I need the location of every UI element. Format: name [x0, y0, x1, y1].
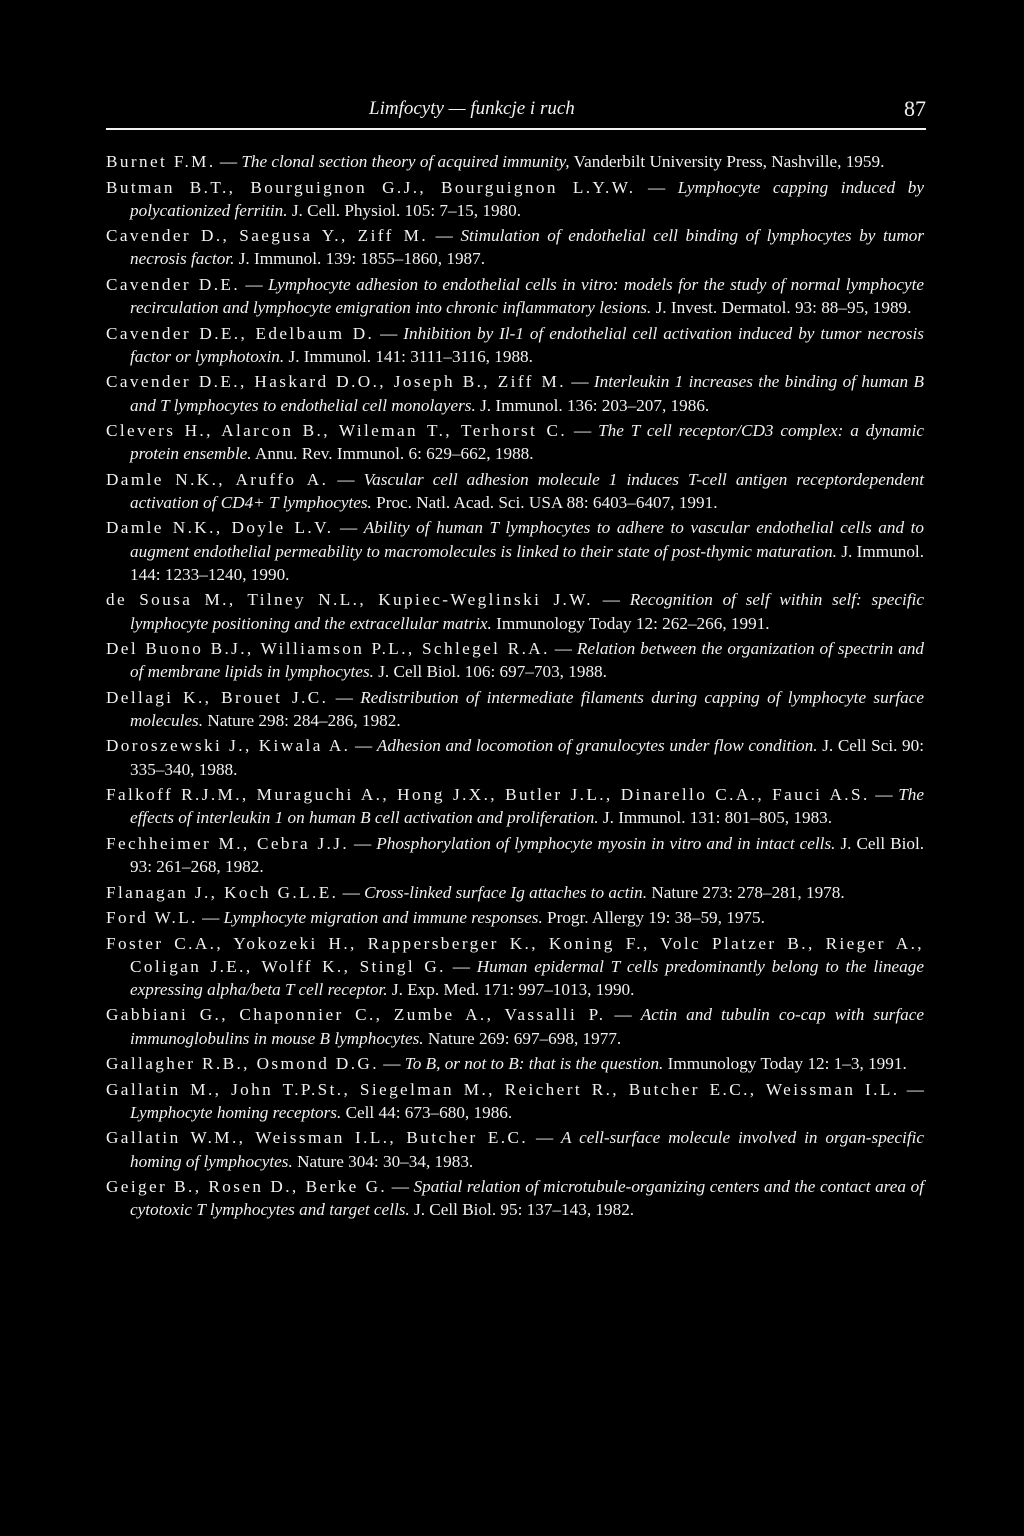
reference-entry: Del Buono B.J., Williamson P.L., Schlegel R.A. — Relation between the organization of spectrin and of membrane lipids in lymphocytes. J. Cell Biol. 106: 697–703, 1988. [106, 639, 925, 682]
reference-entry: Dellagi K., Brouet J.C. — Redistribution of intermediate filaments during capping of lymphocyte surface molecules. Nature 298: 284–286, 1982. [106, 687, 925, 730]
reference-source: J. Immunol. 139: 1855–1860, 1987. [238, 249, 486, 269]
reference-entry: Cavender D.E., Edelbaum D. — Inhibition by Il-1 of endothelial cell activation induced by tumor necrosis factor or lymphotoxin. J. Immunol. 141: 3111–3116, 1988. [106, 323, 924, 366]
reference-source: J. Cell Biol. 95: 137–143, 1982. [414, 1200, 635, 1220]
running-header [106, 96, 926, 130]
reference-entry: Fechheimer M., Cebra J.J. — Phosphorylation of lymphocyte myosin in vitro and in intact cells. J. Cell Biol. 93: 261–268, 1982. [106, 833, 925, 877]
reference-authors: Gallagher R.B., Osmond D.G. [106, 1054, 379, 1074]
reference-title: Spatial relation of microtubule-organizing centers and the contact area of cytotoxic T lymphocytes and target cells. [130, 1177, 924, 1220]
reference-authors: Damle N.K., Doyle L.V. [106, 518, 334, 538]
reference-authors: Burnet F.M. [106, 152, 216, 171]
reference-title: Lymphocyte migration and immune responses. [223, 908, 543, 928]
reference-entry: Damle N.K., Doyle L.V. — Ability of human T lymphocytes to adhere to vascular endothelial cells and to augment endothelial permeability to macromolecules is linked to their state of post-thymic maturation. J. Immunol. 144: 1233–1240, 1990. [106, 518, 925, 584]
reference-title: Stimulation of endothelial cell binding of lymphocytes by tumor necrosis factor. [130, 226, 925, 269]
reference-source: J. Cell Biol. 106: 697–703, 1988. [378, 662, 607, 682]
reference-title: Interleukin 1 increases the binding of human B and T lymphocytes to endothelial cell monolayers. [130, 372, 924, 415]
reference-list [106, 150, 924, 1224]
reference-entry: Flanagan J., Koch G.L.E. — Cross-linked surface Ig attaches to actin. Nature 273: 278–281, 1978. [106, 882, 845, 902]
reference-source: Cell 44: 673–680, 1986. [345, 1102, 513, 1122]
reference-source: J. Immunol. 131: 801–805, 1983. [602, 808, 833, 828]
reference-source: Vanderbilt University Press, Nashville, 1959. [573, 152, 885, 171]
reference-title: To B, or not to B: that is the question. [404, 1054, 664, 1074]
reference-source: Immunology Today 12: 1–3, 1991. [667, 1054, 907, 1074]
reference-entry: Clevers H., Alarcon B., Wileman T., Terhorst C. — The T cell receptor/CD3 complex: a dynamic protein ensemble. Annu. Rev. Immunol. 6: 629–662, 1988. [106, 421, 924, 464]
reference-entry: Damle N.K., Aruffo A. — Vascular cell adhesion molecule 1 induces T-cell antigen receptordependent activation of CD4+ T lymphocytes. Proc. Natl. Acad. Sci. USA 88: 6403–6407, 1991. [106, 469, 925, 512]
reference-entry: Ford W.L. — Lymphocyte migration and immune responses. Progr. Allergy 19: 38–59, 1975. [106, 908, 765, 928]
reference-entry: Cavender D., Saegusa Y., Ziff M. — Stimulation of endothelial cell binding of lymphocytes by tumor necrosis factor. J. Immunol. 139: 1855–1860, 1987. [106, 226, 925, 269]
reference-title: Lymphocyte homing receptors. [130, 1102, 342, 1122]
reference-authors: Ford W.L. [106, 908, 198, 928]
reference-source: J. Immunol. 144: 1233–1240, 1990. [130, 541, 924, 584]
reference-authors: Del Buono B.J., Williamson P.L., Schlegel R.A. [106, 639, 550, 659]
reference-source: Proc. Natl. Acad. Sci. USA 88: 6403–6407, 1991. [376, 492, 718, 512]
reference-title: The effects of interleukin 1 on human B cell activation and proliferation. [130, 785, 925, 828]
reference-source: Nature 298: 284–286, 1982. [207, 710, 401, 730]
reference-authors: Cavender D., Saegusa Y., Ziff M. [106, 226, 429, 246]
reference-source: J. Immunol. 141: 3111–3116, 1988. [288, 346, 533, 366]
reference-title: The clonal section theory of acquired immunity, [241, 152, 570, 171]
reference-title: Inhibition by Il-1 of endothelial cell activation induced by tumor necrosis factor or lymphotoxin. [130, 323, 924, 366]
reference-source: Nature 269: 697–698, 1977. [427, 1028, 622, 1048]
reference-authors: Damle N.K., Aruffo A. [106, 469, 329, 489]
reference-entry: Burnet F.M. — The clonal section theory of acquired immunity, Vanderbilt University Press, Nashville, 1959. [106, 152, 885, 171]
reference-title: Lymphocyte capping induced by polycationized ferritin. [130, 177, 925, 220]
reference-authors: Gabbiani G., Chaponnier C., Zumbe A., Vassalli P. [106, 1005, 606, 1025]
reference-authors: Doroszewski J., Kiwala A. [106, 736, 351, 756]
reference-authors: Clevers H., Alarcon B., Wileman T., Terhorst C. [106, 421, 568, 441]
reference-authors: Cavender D.E., Edelbaum D. [106, 323, 375, 343]
reference-entry: Gallatin M., John T.P.St., Siegelman M., Reichert R., Butcher E.C., Weissman I.L. — Lymphocyte homing receptors. Cell 44: 673–680, 1986. [106, 1079, 924, 1122]
running-title: Limfocyty — funkcje i ruch [369, 98, 575, 119]
reference-authors: Foster C.A., Yokozeki H., Rappersberger K., Koning F., Volc Platzer B., Rieger A., Coligan J.E., Wolff K., Stingl G. [106, 933, 924, 976]
reference-authors: Falkoff R.J.M., Muraguchi A., Hong J.X., Butler J.L., Dinarello C.A., Fauci A.S. [106, 785, 870, 805]
reference-entry: Doroszewski J., Kiwala A. — Adhesion and locomotion of granulocytes under flow condition. J. Cell Sci. 90: 335–340, 1988. [106, 736, 924, 779]
reference-entry: Foster C.A., Yokozeki H., Rappersberger K., Koning F., Volc Platzer B., Rieger A., Coligan J.E., Wolff K., Stingl G. — Human epidermal T cells predominantly belong to the lineage expressing alpha/beta T cell receptor. J. Exp. Med. 171: 997–1013, 1990. [106, 933, 924, 999]
reference-authors: Fechheimer M., Cebra J.J. [106, 833, 350, 853]
reference-authors: Flanagan J., Koch G.L.E. [106, 882, 339, 902]
reference-authors: Cavender D.E. [106, 274, 241, 294]
reference-entry: Cavender D.E. — Lymphocyte adhesion to endothelial cells in vitro: models for the study of normal lymphocyte recirculation and lymphocyte emigration into chronic inflammatory lesions. J. Invest. Dermatol. 93: 88–95, 1989. [106, 274, 924, 318]
reference-authors: Dellagi K., Brouet J.C. [106, 687, 329, 707]
reference-title: Phosphorylation of lymphocyte myosin in vitro and in intact cells. [376, 833, 836, 853]
reference-authors: Cavender D.E., Haskard D.O., Joseph B., Ziff M. [106, 372, 566, 392]
reference-authors: Gallatin M., John T.P.St., Siegelman M., Reichert R., Butcher E.C., Weissman I.L. [106, 1079, 900, 1099]
reference-entry: Cavender D.E., Haskard D.O., Joseph B., Ziff M. — Interleukin 1 increases the binding of human B and T lymphocytes to endothelial cell monolayers. J. Immunol. 136: 203–207, 1986. [106, 372, 924, 415]
reference-source: J. Cell Sci. 90: 335–340, 1988. [130, 736, 924, 779]
reference-source: J. Invest. Dermatol. 93: 88–95, 1989. [655, 298, 912, 318]
reference-source: J. Cell. Physiol. 105: 7–15, 1980. [291, 200, 522, 220]
reference-source: J. Immunol. 136: 203–207, 1986. [480, 395, 710, 415]
reference-title: Human epidermal T cells predominantly belong to the lineage expressing alpha/beta T cell receptor. [130, 956, 924, 999]
reference-title: Lymphocyte adhesion to endothelial cells in vitro: models for the study of normal lymphocyte recirculation and lymphocyte emigration into chronic inflammatory lesions. [130, 274, 924, 318]
reference-title: Vascular cell adhesion molecule 1 induces T-cell antigen receptordependent activation of CD4+ T lymphocytes. [130, 469, 925, 512]
reference-source: Progr. Allergy 19: 38–59, 1975. [547, 908, 765, 928]
reference-entry: Gallatin W.M., Weissman I.L., Butcher E.C. — A cell-surface molecule involved in organ-specific homing of lymphocytes. Nature 304: 30–34, 1983. [106, 1128, 924, 1171]
reference-authors: Geiger B., Rosen D., Berke G. [106, 1177, 388, 1197]
reference-title: A cell-surface molecule involved in organ-specific homing of lymphocytes. [130, 1128, 924, 1171]
reference-title: Adhesion and locomotion of granulocytes under flow condition. [376, 736, 818, 756]
reference-source: Nature 273: 278–281, 1978. [651, 882, 845, 902]
reference-source: Nature 304: 30–34, 1983. [297, 1151, 474, 1171]
reference-title: Cross-linked surface Ig attaches to actin. [364, 882, 648, 902]
reference-entry: Gallagher R.B., Osmond D.G. — To B, or not to B: that is the question. Immunology Today 12: 1–3, 1991. [106, 1054, 907, 1074]
reference-title: Ability of human T lymphocytes to adhere to vascular endothelial cells and to augment endothelial permeability to macromolecules is linked to their state of post-thymic maturation. [130, 518, 925, 561]
reference-entry: Butman B.T., Bourguignon G.J., Bourguignon L.Y.W. — Lymphocyte capping induced by polycationized ferritin. J. Cell. Physiol. 105: 7–15, 1980. [106, 177, 925, 220]
page-number: 87 [904, 96, 926, 121]
reference-title: Relation between the organization of spectrin and of membrane lipids in lymphocytes. [130, 639, 925, 682]
reference-source: Immunology Today 12: 262–266, 1991. [496, 613, 770, 633]
reference-authors: Gallatin W.M., Weissman I.L., Butcher E.C. [106, 1128, 529, 1148]
reference-authors: de Sousa M., Tilney N.L., Kupiec-Weglinski J.W. [106, 590, 593, 610]
reference-title: Redistribution of intermediate filaments during capping of lymphocyte surface molecules. [130, 687, 925, 730]
reference-entry: de Sousa M., Tilney N.L., Kupiec-Weglinski J.W. — Recognition of self within self: specific lymphocyte positioning and the extracellular matrix. Immunology Today 12: 262–266, 1991. [106, 590, 925, 633]
reference-authors: Butman B.T., Bourguignon G.J., Bourguignon L.Y.W. [106, 177, 636, 197]
reference-entry: Geiger B., Rosen D., Berke G. — Spatial relation of microtubule-organizing centers and the contact area of cytotoxic T lymphocytes and target cells. J. Cell Biol. 95: 137–143, 1982. [106, 1177, 924, 1220]
reference-title: The T cell receptor/CD3 complex: a dynamic protein ensemble. [130, 421, 924, 464]
reference-source: Annu. Rev. Immunol. 6: 629–662, 1988. [254, 444, 534, 464]
reference-entry: Falkoff R.J.M., Muraguchi A., Hong J.X., Butler J.L., Dinarello C.A., Fauci A.S. — The effects of interleukin 1 on human B cell activation and proliferation. J. Immunol. 131: 801–805, 1983. [106, 785, 925, 828]
reference-source: J. Cell Biol. 93: 261–268, 1982. [130, 833, 925, 877]
reference-source: J. Exp. Med. 171: 997–1013, 1990. [391, 979, 635, 999]
reference-title: Recognition of self within self: specific lymphocyte positioning and the extracellular matrix. [130, 590, 925, 633]
reference-entry: Gabbiani G., Chaponnier C., Zumbe A., Vassalli P. — Actin and tubulin co-cap with surface immunoglobulins in mouse B lymphocytes. Nature 269: 697–698, 1977. [106, 1005, 924, 1048]
reference-title: Actin and tubulin co-cap with surface immunoglobulins in mouse B lymphocytes. [130, 1005, 924, 1048]
